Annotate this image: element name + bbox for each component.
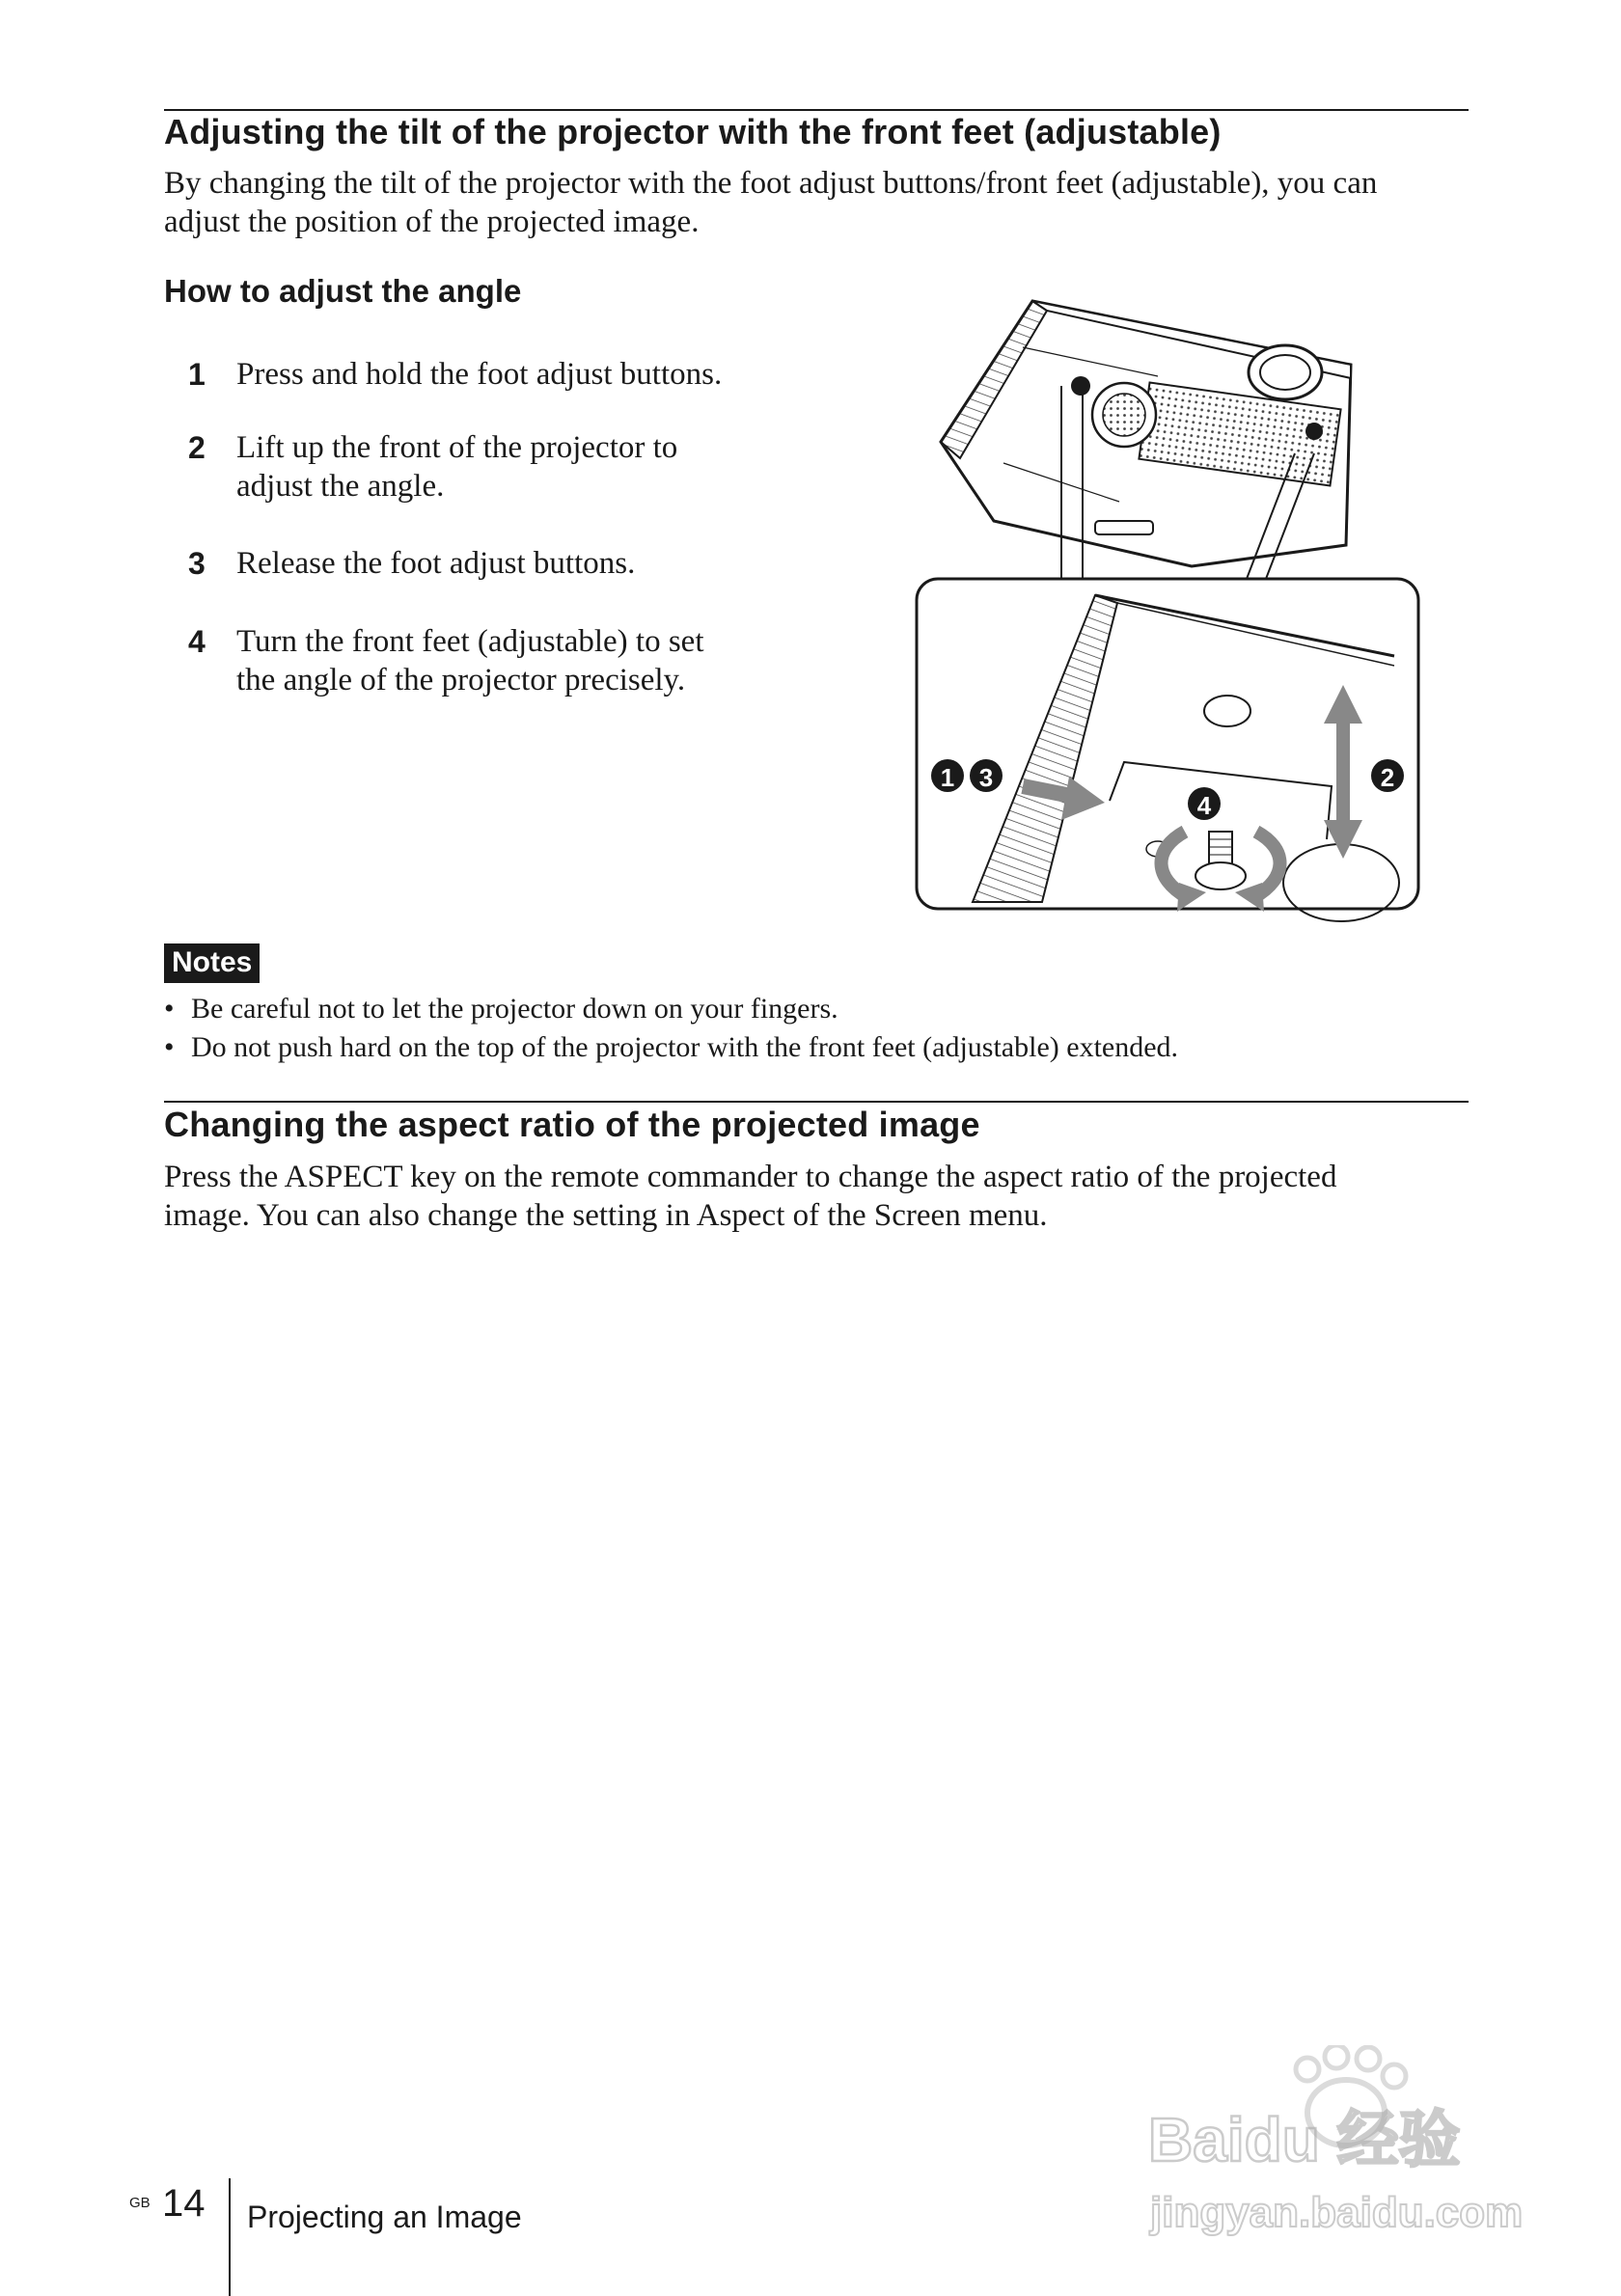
- section-rule-aspect: [164, 1101, 1469, 1103]
- step-text-line: adjust the angle.: [236, 469, 445, 504]
- footer-region-code: GB: [129, 2195, 151, 2211]
- step-number: 3: [188, 546, 206, 581]
- baidu-watermark: [1148, 2045, 1534, 2238]
- note-text: Do not push hard on the top of the projector with the front feet (adjustable) extended.: [191, 1031, 1179, 1063]
- callout-4: [1188, 787, 1221, 820]
- projector-illustration: [0, 0, 1621, 926]
- watermark-url: jingyan.baidu.com: [1150, 2189, 1524, 2236]
- aspect-line-1: Press the ASPECT key on the remote commander to change the aspect ratio of the projected: [164, 1160, 1337, 1194]
- step-text-line: the angle of the projector precisely.: [236, 663, 686, 697]
- watermark-brand: Baidu 经验: [1148, 2105, 1461, 2174]
- callout-1: [931, 759, 964, 792]
- subsection-heading: How to adjust the angle: [164, 273, 522, 309]
- step-text-line: Press and hold the foot adjust buttons.: [236, 357, 723, 392]
- svg-text:1: 1: [940, 763, 955, 792]
- step-number: 1: [188, 357, 206, 392]
- callout-3: [970, 759, 1003, 792]
- footer-page-number: 14: [162, 2182, 206, 2225]
- svg-text:3: 3: [978, 763, 994, 792]
- step-number: 2: [188, 430, 206, 465]
- step-number: 4: [188, 624, 206, 659]
- section-heading-aspect: Changing the aspect ratio of the projected image: [164, 1105, 980, 1144]
- notes-label: Notes: [164, 943, 260, 983]
- svg-text:4: 4: [1196, 791, 1212, 820]
- projector-body: [941, 301, 1351, 566]
- intro-line-1: By changing the tilt of the projector with the foot adjust buttons/front feet (adjustable), you can: [164, 166, 1378, 201]
- step-text-line: Turn the front feet (adjustable) to set: [236, 624, 704, 659]
- callout-2: [1371, 759, 1404, 792]
- step-text-line: Release the foot adjust buttons.: [236, 546, 636, 581]
- aspect-paragraph: [164, 1158, 1476, 1235]
- section-heading-tilt: Adjusting the tilt of the projector with the front feet (adjustable): [164, 112, 1222, 151]
- aspect-line-2: image. You can also change the setting in Aspect of the Screen menu.: [164, 1198, 1048, 1233]
- intro-line-2: adjust the position of the projected image.: [164, 205, 700, 239]
- svg-text:2: 2: [1380, 763, 1395, 792]
- step-text-line: Lift up the front of the projector to: [236, 430, 678, 465]
- footer-chapter-title: Projecting an Image: [247, 2200, 522, 2234]
- bullet-dot: •: [164, 993, 175, 1025]
- bullet-dot: •: [164, 1031, 175, 1063]
- footer-divider: [229, 2178, 231, 2296]
- note-text: Be careful not to let the projector down on your fingers.: [191, 993, 838, 1025]
